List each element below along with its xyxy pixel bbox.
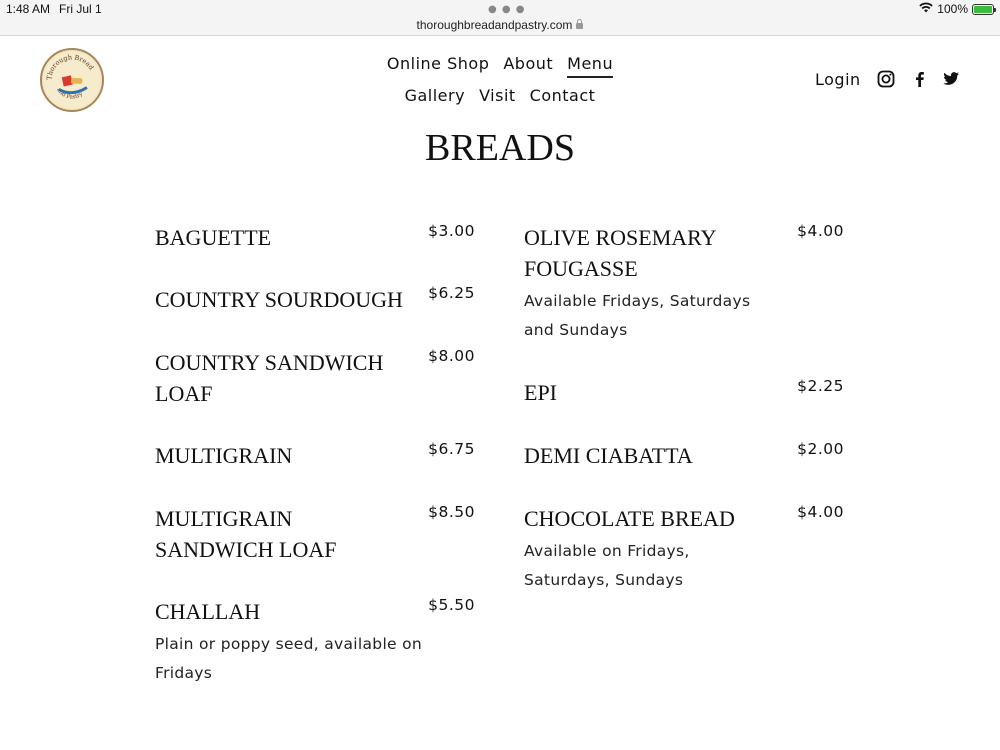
- item-name: OLIVE ROSEMARY FOUGASSE: [524, 225, 716, 281]
- svg-text:and Pastry: and Pastry: [55, 87, 85, 101]
- item-name: EPI: [524, 380, 557, 405]
- item-price: $6.25: [428, 284, 475, 302]
- page-title: BREADS: [425, 127, 575, 169]
- url-text: thoroughbreadandpastry.com: [416, 18, 573, 32]
- menu-item-country-sourdough: [155, 284, 477, 315]
- status-right: [919, 2, 994, 16]
- nav-contact[interactable]: Contact: [529, 86, 596, 105]
- menu-item-multigrain: [155, 440, 477, 471]
- svg-text:Thorough Bread: Thorough Bread: [45, 53, 96, 81]
- menu-item-demi-ciabatta: [524, 440, 846, 471]
- battery-icon: [972, 4, 994, 15]
- item-description: Available Fridays, Saturdays and Sundays: [524, 292, 751, 339]
- nav-menu[interactable]: Menu: [567, 54, 613, 78]
- item-name: COUNTRY SANDWICH LOAF: [155, 350, 384, 406]
- menu-item-multigrain-sandwich-loaf: [155, 503, 477, 565]
- item-name: CHOCOLATE BREAD: [524, 506, 735, 531]
- status-date: Fri Jul 1: [59, 2, 102, 16]
- twitter-icon[interactable]: [942, 70, 960, 88]
- more-dots-icon[interactable]: ● ● ●: [488, 4, 526, 15]
- item-price: $5.50: [428, 596, 475, 614]
- browser-status-bar: [0, 0, 1000, 36]
- item-price: $2.25: [797, 377, 844, 395]
- menu-item-country-sandwich-loaf: [155, 347, 477, 409]
- menu-item-epi: [524, 377, 846, 408]
- nav-online-shop[interactable]: Online Shop: [386, 54, 490, 73]
- lock-icon: [576, 23, 583, 29]
- status-time: 1:48 AM: [6, 2, 51, 16]
- nav-about[interactable]: About: [503, 54, 554, 73]
- menu-item-chocolate-bread: [524, 503, 846, 595]
- nav-visit[interactable]: Visit: [479, 86, 516, 105]
- item-name: MULTIGRAIN SANDWICH LOAF: [155, 506, 337, 562]
- item-description: Plain or poppy seed, available on Fridays: [155, 635, 423, 682]
- facebook-icon[interactable]: [911, 70, 929, 88]
- item-name: CHALLAH: [155, 599, 261, 624]
- item-name: DEMI CIABATTA: [524, 443, 693, 468]
- item-name: COUNTRY SOURDOUGH: [155, 287, 403, 312]
- item-price: $8.50: [428, 503, 475, 521]
- nav-secondary: [0, 86, 1000, 108]
- item-description: Available on Fridays, Saturdays, Sundays: [524, 542, 690, 589]
- nav-gallery[interactable]: Gallery: [404, 86, 466, 105]
- battery-percent: 100%: [937, 2, 968, 16]
- item-name: MULTIGRAIN: [155, 443, 293, 468]
- item-price: $2.00: [797, 440, 844, 458]
- wifi-icon: [919, 2, 933, 16]
- menu-item-olive-rosemary-fougasse: [524, 222, 846, 345]
- address-bar[interactable]: [0, 18, 1000, 32]
- menu-item-baguette: [155, 222, 477, 253]
- item-price: $6.75: [428, 440, 475, 458]
- item-name: BAGUETTE: [155, 225, 272, 250]
- login-link[interactable]: Login: [815, 70, 861, 89]
- item-price: $4.00: [797, 503, 844, 521]
- item-price: $4.00: [797, 222, 844, 240]
- menu-item-challah: [155, 596, 477, 688]
- instagram-icon[interactable]: [877, 70, 895, 88]
- item-price: $8.00: [428, 347, 475, 365]
- item-price: $3.00: [428, 222, 475, 240]
